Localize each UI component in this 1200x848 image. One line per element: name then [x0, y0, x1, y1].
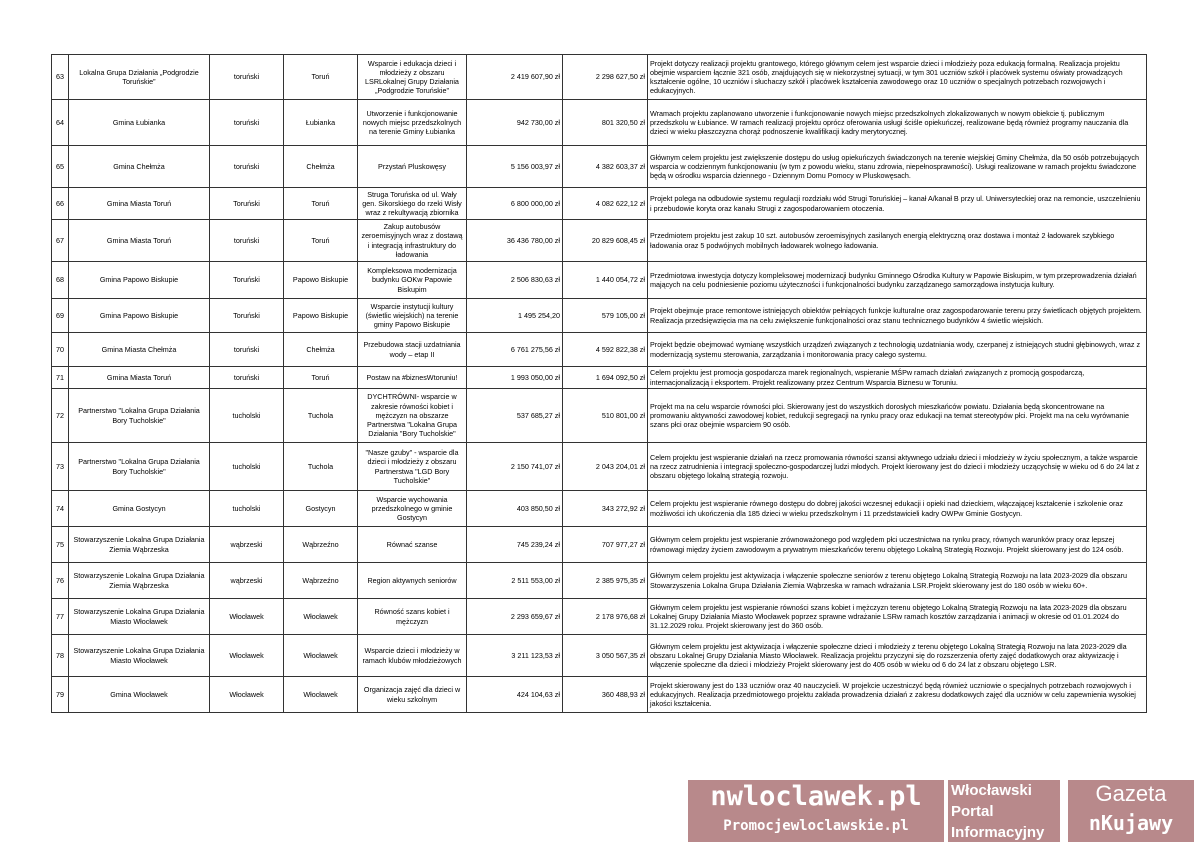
cell-cofunding: 3 050 567,35 zł	[563, 635, 648, 677]
cell-gmina: Włocławek	[284, 599, 358, 635]
cell-beneficiary: Gmina Chełmża	[69, 146, 210, 188]
cell-total: 2 150 741,07 zł	[467, 443, 563, 491]
cell-total: 3 211 123,53 zł	[467, 635, 563, 677]
cell-cofunding: 2 385 975,35 zł	[563, 563, 648, 599]
cell-powiat: tucholski	[210, 443, 284, 491]
cell-description: Projekt polega na odbudowie systemu regulacji rozdziału wód Strugi Toruńskiej – kanał A/kanał B przy ul. Uniwersyteckiej oraz na remoncie, uszczelnieniu i przebudowie koryta oraz kanału Strugi z zagospodarowaniem otoczenia.	[648, 188, 1147, 220]
cell-powiat: tucholski	[210, 389, 284, 443]
cell-powiat: Włocławek	[210, 635, 284, 677]
table-row	[52, 677, 1147, 713]
cell-gmina: Wąbrzeźno	[284, 527, 358, 563]
cell-beneficiary: Lokalna Grupa Działania „Podgrodzie Toruńskie”	[69, 55, 210, 100]
cell-no: 76	[52, 563, 69, 599]
cell-gmina: Wąbrzeźno	[284, 563, 358, 599]
cell-beneficiary: Gmina Włocławek	[69, 677, 210, 713]
cell-description: Głównym celem projektu jest wspieranie równości szans kobiet i mężczyzn terenu objętego Lokalną Strategią Rozwoju na lata 2023-2029 dla obszaru Lokalnej Grupy Działania Miasto Włocławek poprzez sprawne wdrażanie LSRw ramach kosztów zarządzania i animacji w okresie od 01.01.2024 do 31.12.2029 roku. Projekt skierowany jest do 360 osób.	[648, 599, 1147, 635]
cell-title: Postaw na #biznesWtoruniu!	[358, 367, 467, 389]
cell-powiat: Toruński	[210, 262, 284, 299]
table-row	[52, 527, 1147, 563]
portal-line: Informacyjny	[951, 824, 1045, 841]
cell-no: 70	[52, 333, 69, 367]
cell-total: 6 761 275,56 zł	[467, 333, 563, 367]
cell-total: 1 993 050,00 zł	[467, 367, 563, 389]
footer-banner	[688, 780, 1194, 842]
cell-description: Projekt skierowany jest do 133 uczniów oraz 40 nauczycieli. W projekcie uczestniczyć będą również uczniowie o specjalnych potrzebach rozwojowych i edukacyjnych. Realizacja przedmiotowego projektu zakłada prowadzenia działań z zakresu dodatkowych zajęć dla uczniów w celu zapewnienia wysokiej jakości kształcenia.	[648, 677, 1147, 713]
cell-description: Celem projektu jest wspieranie działań na rzecz promowania równości szansi aktywnego udziału dzieci i młodzieży w życiu społecznym, a także wsparcie na rzecz zatrudnienia i integracji społeczno-gospodarczej ludzi młodych. Projekt kierowany jest do dzieci i młodzieży uczącychsię w wieku od 6 do 24 lat z obszaru objętego lokalną strategią rozwoju.	[648, 443, 1147, 491]
table-row	[52, 599, 1147, 635]
table-row	[52, 100, 1147, 146]
cell-powiat: toruński	[210, 333, 284, 367]
table-row	[52, 443, 1147, 491]
cell-no: 64	[52, 100, 69, 146]
cell-beneficiary: Gmina Papowo Biskupie	[69, 299, 210, 333]
cell-powiat: Włocławek	[210, 599, 284, 635]
table-row	[52, 55, 1147, 100]
cell-title: Zakup autobusów zeroemisyjnych wraz z dostawą i integracją infrastruktury do ładowania	[358, 220, 467, 262]
table-body	[52, 55, 1147, 713]
cell-no: 65	[52, 146, 69, 188]
cell-total: 2 511 553,00 zł	[467, 563, 563, 599]
cell-title: Przebudowa stacji uzdatniania wody – etap II	[358, 333, 467, 367]
cell-gmina: Toruń	[284, 55, 358, 100]
gazeta-label: Gazeta	[1095, 781, 1167, 806]
cell-beneficiary: Gmina Miasta Toruń	[69, 220, 210, 262]
cell-cofunding: 2 298 627,50 zł	[563, 55, 648, 100]
cell-title: "Nasze gzuby" - wsparcie dla dzieci i młodzieży z obszaru Partnerstwa "LGD Bory Tucholskie"	[358, 443, 467, 491]
cell-total: 6 800 000,00 zł	[467, 188, 563, 220]
cell-no: 75	[52, 527, 69, 563]
cell-no: 69	[52, 299, 69, 333]
cell-title: Równość szans kobiet i mężczyzn	[358, 599, 467, 635]
grants-table	[51, 54, 1147, 713]
cell-powiat: Toruński	[210, 299, 284, 333]
cell-title: Wsparcie instytucji kultury (świetlic wiejskich) na terenie gminy Papowo Biskupie	[358, 299, 467, 333]
cell-description: Projekt ma na celu wsparcie równości płci. Skierowany jest do wszystkich dorosłych mieszkańców powiatu. Działania będą skoncentrowane na promowaniu aktywności zawodowej kobiet, redukcji segregacji na rynku pracy oraz edukacji na temat stereotypów płci. Projekt ma na celu wyrównanie szans płci oraz obejmie wsparciem 90 osób.	[648, 389, 1147, 443]
cell-gmina: Łubianka	[284, 100, 358, 146]
cell-total: 424 104,63 zł	[467, 677, 563, 713]
portal-line: Włocławski	[951, 782, 1032, 799]
cell-gmina: Toruń	[284, 220, 358, 262]
table-row	[52, 563, 1147, 599]
cell-no: 63	[52, 55, 69, 100]
cell-gmina: Toruń	[284, 188, 358, 220]
cell-title: Równać szanse	[358, 527, 467, 563]
cell-title: Przystań Pluskowęsy	[358, 146, 467, 188]
cell-gmina: Toruń	[284, 367, 358, 389]
cell-description: Głównym celem projektu jest wspieranie zrównoważonego pod względem płci uczestnictwa na rynku pracy, równych warunków pracy oraz lepszej równowagi między życiem zawodowym a prywatnym mieszkańców terenu objętego Lokalną Strategią Rozwoju. Projekt skierowany jest do 124 osób.	[648, 527, 1147, 563]
cell-gmina: Włocławek	[284, 677, 358, 713]
cell-beneficiary: Gmina Miasta Toruń	[69, 188, 210, 220]
cell-cofunding: 801 320,50 zł	[563, 100, 648, 146]
cell-no: 74	[52, 491, 69, 527]
cell-total: 403 850,50 zł	[467, 491, 563, 527]
cell-cofunding: 4 382 603,37 zł	[563, 146, 648, 188]
cell-no: 67	[52, 220, 69, 262]
cell-gmina: Gostycyn	[284, 491, 358, 527]
cell-beneficiary: Gmina Miasta Toruń	[69, 367, 210, 389]
cell-title: Organizacja zajęć dla dzieci w wieku szkolnym	[358, 677, 467, 713]
promo-site-name: Promocjewloclawskie.pl	[723, 818, 909, 834]
cell-cofunding: 2 043 204,01 zł	[563, 443, 648, 491]
cell-beneficiary: Partnerstwo "Lokalna Grupa Działania Bory Tucholskie"	[69, 443, 210, 491]
cell-cofunding: 707 977,27 zł	[563, 527, 648, 563]
cell-beneficiary: Partnerstwo "Lokalna Grupa Działania Bory Tucholskie"	[69, 389, 210, 443]
cell-description: Celem projektu jest wspieranie równego dostępu do dobrej jakości wczesnej edukacji i opieki nad dzieckiem, włączającej kształcenie i szkolenie oraz możliwości ich ukończenia dla 185 dzieci w wieku przedszkolnym i 11 przedstawicieli kadry OWPw Gminie Gostycyn.	[648, 491, 1147, 527]
cell-no: 78	[52, 635, 69, 677]
cell-no: 77	[52, 599, 69, 635]
cell-description: Wramach projektu zaplanowano utworzenie i funkcjonowanie nowych miejsc przedszkolnych zlokalizowanych w nowym obiekcie tj. publicznym przedszkolu w Łubiance. W ramach realizacji projektu oprócz oferowania usługi ściśle opiekuńczej, realizowane będą również programy nauczania dla dzieci w wieku płaszczyzna chorąż podnoszenie kwalifikacji kadry merytorycznej.	[648, 100, 1147, 146]
cell-title: Kompleksowa modernizacja budynku GOKw Papowie Biskupim	[358, 262, 467, 299]
table-row	[52, 220, 1147, 262]
cell-total: 2 506 830,63 zł	[467, 262, 563, 299]
cell-cofunding: 20 829 608,45 zł	[563, 220, 648, 262]
cell-beneficiary: Gmina Miasta Chełmża	[69, 333, 210, 367]
cell-beneficiary: Stowarzyszenie Lokalna Grupa Działania Ziemia Wąbrzeska	[69, 563, 210, 599]
cell-cofunding: 1 694 092,50 zł	[563, 367, 648, 389]
cell-no: 72	[52, 389, 69, 443]
cell-cofunding: 510 801,00 zł	[563, 389, 648, 443]
cell-gmina: Chełmża	[284, 146, 358, 188]
cell-description: Głównym celem projektu jest aktywizacja i włączenie społeczne dzieci i młodzieży z terenu objętego Lokalną Strategią Rozwoju na lata 2023-2029 dla obszaru Lokalnej Grupy Działania Miasto Włocławek. Realizacja projektu przyczyni się do rozszerzenia oferty zajęć dodatkowych oraz aktywizację i włączenie społeczne dla dzieci i młodzieży Projekt skierowany jest do 405 osób w wieku od 6 do 24 lat z obszaru objętego LSR.	[648, 635, 1147, 677]
cell-gmina: Włocławek	[284, 635, 358, 677]
cell-no: 66	[52, 188, 69, 220]
cell-total: 745 239,24 zł	[467, 527, 563, 563]
cell-gmina: Tuchola	[284, 443, 358, 491]
nwloclawek-logo[interactable]	[688, 780, 944, 842]
cell-powiat: toruński	[210, 367, 284, 389]
table-row	[52, 333, 1147, 367]
cell-cofunding: 2 178 976,68 zł	[563, 599, 648, 635]
table-row	[52, 188, 1147, 220]
cell-no: 71	[52, 367, 69, 389]
cell-total: 5 156 003,97 zł	[467, 146, 563, 188]
cell-powiat: Toruński	[210, 188, 284, 220]
cell-gmina: Papowo Biskupie	[284, 299, 358, 333]
cell-gmina: Chełmża	[284, 333, 358, 367]
cell-description: Projekt dotyczy realizacji projektu grantowego, którego głównym celem jest wsparcie dzieci i młodzieży poza edukacją formalną. Realizacja projektu obejmie wsparciem łącznie 321 osób, znajdujących się w niekorzystnej sytuacji, w tym 301 uczniów szkół i placówek systemu oświaty prowadzących kształcenie ogólne, 10 uczniów i słuchaczy szkół i placówek kształcenia zawodowego oraz 10 uczniów o specjalnych potrzebach rozwojowych i edukacyjnych.	[648, 55, 1147, 100]
cell-cofunding: 1 440 054,72 zł	[563, 262, 648, 299]
cell-gmina: Papowo Biskupie	[284, 262, 358, 299]
table-row	[52, 491, 1147, 527]
cell-title: Region aktywnych seniorów	[358, 563, 467, 599]
cell-beneficiary: Gmina Łubianka	[69, 100, 210, 146]
nkujawy-label: nKujawy	[1088, 811, 1174, 835]
cell-no: 79	[52, 677, 69, 713]
cell-description: Przedmiotowa inwestycja dotyczy kompleksowej modernizacji budynku Gminnego Ośrodka Kultury w Papowie Biskupim, w tym przeprowadzenia działań mających na celu podniesienie poziomu użyteczności i funkcjonalności budynku zarządzanego samorządowa instytucja kultury.	[648, 262, 1147, 299]
cell-title: DYCHTRÓWNI- wsparcie w zakresie równości kobiet i mężczyzn na obszarze Partnerstwa "Lokalna Grupa Działania "Bory Tucholskie"	[358, 389, 467, 443]
cell-total: 942 730,00 zł	[467, 100, 563, 146]
cell-beneficiary: Stowarzyszenie Lokalna Grupa Działania Miasto Włocławek	[69, 599, 210, 635]
cell-description: Głównym celem projektu jest aktywizacja i włączenie społeczne seniorów z terenu objętego Lokalną Strategią Rozwoju na lata 2023-2029 dla obszaru Stowarzyszenia Lokalna Grupa Działania Ziemia Wąbrzeska w ramach wdrażania LSR.Projekt skierowany jest do 180 osób w wieku 60+.	[648, 563, 1147, 599]
portal-line: Portal	[951, 803, 994, 820]
table-row	[52, 299, 1147, 333]
table-row	[52, 367, 1147, 389]
cell-cofunding: 343 272,92 zł	[563, 491, 648, 527]
cell-powiat: toruński	[210, 220, 284, 262]
cell-powiat: toruński	[210, 100, 284, 146]
cell-title: Wsparcie dzieci i młodzieży w ramach klubów młodzieżowych	[358, 635, 467, 677]
cell-description: Celem projektu jest promocja gospodarcza marek regionalnych, wspieranie MŚPw ramach działań związanych z promocją gospodarczą, internacjonalizacją i eksportem. Projekt realizowany przez Centrum Wsparcia Biznesu w Toruniu.	[648, 367, 1147, 389]
cell-beneficiary: Gmina Papowo Biskupie	[69, 262, 210, 299]
cell-no: 68	[52, 262, 69, 299]
cell-total: 537 685,27 zł	[467, 389, 563, 443]
cell-title: Struga Toruńska od ul. Wały gen. Sikorskiego do rzeki Wisły wraz z rekultywacją zbiornika	[358, 188, 467, 220]
cell-powiat: toruński	[210, 55, 284, 100]
cell-description: Projekt obejmuje prace remontowe istniejących obiektów pełniących funkcje kulturalne oraz zagospodarowanie terenu przy świetlicach objętych projektem. Realizacja przedsięwzięcia ma na celu zwiększenie funkcjonalności oraz stanu technicznego budynków 4 świetlic wiejskich.	[648, 299, 1147, 333]
cell-description: Przedmiotem projektu jest zakup 10 szt. autobusów zeroemisyjnych zasilanych energią elektryczną oraz dostawa i montaż 2 ładowarek szybkiego ładowania oraz 5 podwójnych mobilnych ładowarek wolnego ładowania.	[648, 220, 1147, 262]
cell-beneficiary: Gmina Gostycyn	[69, 491, 210, 527]
cell-description: Głównym celem projektu jest zwiększenie dostępu do usług opiekuńczych świadczonych na terenie wiejskiej Gminy Chełmża, dla 50 osób potrzebujących wsparcia w codziennym funkcjonowaniu (w tym z powodu wieku, stanu zdrowia, niepełnosprawności). Usługi realizowane w ramach projektu świadczone będą w ośrodku wsparcia dziennego - Dziennym Domu Pomocy w Pluskowęsach.	[648, 146, 1147, 188]
site-name: nwloclawek.pl	[710, 781, 922, 812]
cell-title: Wsparcie wychowania przedszkolnego w gminie Gostycyn	[358, 491, 467, 527]
cell-total: 2 419 607,90 zł	[467, 55, 563, 100]
cell-title: Wsparcie i edukacja dzieci i młodzieży z obszaru LSRLokalnej Grupy Działania „Podgrodzie Toruńskie”	[358, 55, 467, 100]
cell-powiat: toruński	[210, 146, 284, 188]
cell-title: Utworzenie i funkcjonowanie nowych miejsc przedszkolnych na terenie Gminy Łubianka	[358, 100, 467, 146]
table-row	[52, 262, 1147, 299]
cell-powiat: wąbrzeski	[210, 527, 284, 563]
table-row	[52, 635, 1147, 677]
cell-cofunding: 4 592 822,38 zł	[563, 333, 648, 367]
cell-powiat: wąbrzeski	[210, 563, 284, 599]
cell-total: 36 436 780,00 zł	[467, 220, 563, 262]
cell-beneficiary: Stowarzyszenie Lokalna Grupa Działania Ziemia Wąbrzeska	[69, 527, 210, 563]
gazeta-nkujawy-logo[interactable]	[1068, 780, 1194, 842]
table-row	[52, 146, 1147, 188]
cell-cofunding: 360 488,93 zł	[563, 677, 648, 713]
cell-cofunding: 579 105,00 zł	[563, 299, 648, 333]
cell-no: 73	[52, 443, 69, 491]
table-row	[52, 389, 1147, 443]
cell-beneficiary: Stowarzyszenie Lokalna Grupa Działania Miasto Włocławek	[69, 635, 210, 677]
cell-gmina: Tuchola	[284, 389, 358, 443]
cell-total: 1 495 254,20	[467, 299, 563, 333]
cell-cofunding: 4 082 622,12 zł	[563, 188, 648, 220]
cell-total: 2 293 659,67 zł	[467, 599, 563, 635]
cell-powiat: tucholski	[210, 491, 284, 527]
portal-label	[948, 780, 1060, 842]
cell-powiat: Włocławek	[210, 677, 284, 713]
cell-description: Projekt będzie obejmować wymianę wszystkich urządzeń związanych z technologią uzdatniania wody, czerpanej z istniejących studni głębinowych, wraz z modernizacją systemu sterowania, zarządzania i monitorowania pracy całego systemu.	[648, 333, 1147, 367]
